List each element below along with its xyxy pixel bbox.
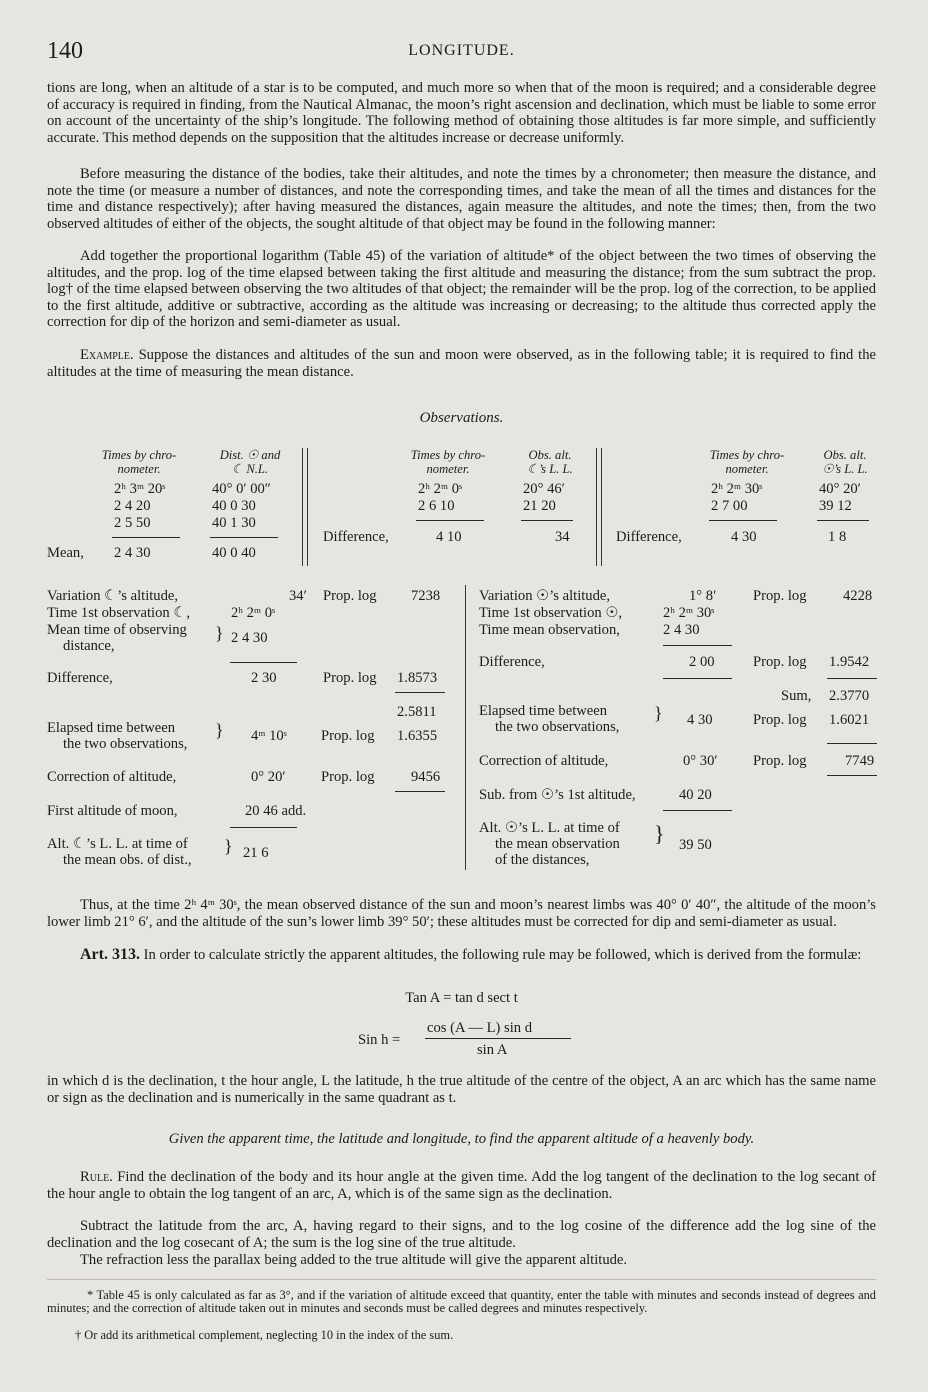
definitions-paragraph: in which d is the declination, t the hour angle, L the latitude, h the true altitude of the centre of the object, A an arc which has the same name or sign as the declination and is numerically in the same quadrant as t. xyxy=(47,1073,876,1106)
brace: } xyxy=(215,623,224,643)
problem-statement: Given the apparent time, the latitude and longitude, to find the apparent altitude of a heavenly body. xyxy=(168,1131,755,1147)
brace: } xyxy=(654,821,665,846)
moon-diff-pl: 1.8573 xyxy=(397,670,438,686)
rule-paragraph-3: The refraction less the parallax being added to the true altitude will give the apparent altitude. xyxy=(80,1252,628,1268)
sun-corr-pl-label: Prop. log xyxy=(753,753,807,769)
sun-diff-value: 2 00 xyxy=(689,654,715,670)
sun-alt-label: Alt. ☉’s L. L. at time of the mean observation of the distances, xyxy=(479,820,620,868)
sun-rule-1 xyxy=(663,645,732,646)
moon-corr-label: Correction of altitude, xyxy=(47,769,177,785)
moon-diff-label: Difference, xyxy=(47,670,113,686)
observations-title: Observations. xyxy=(419,410,504,426)
sun-sum-label: Sum, xyxy=(781,688,812,704)
right-difference-time: 4 30 xyxy=(731,529,757,545)
moon-elapsed-value: 4ᵐ 10ˢ xyxy=(251,728,287,744)
obs-mid-alt-1: 20° 46′ xyxy=(523,481,565,497)
sun-corr-label: Correction of altitude, xyxy=(479,753,609,769)
moon-corr-value: 0° 20′ xyxy=(251,769,286,785)
sun-variation-label: Variation ☉’s altitude, xyxy=(479,588,611,604)
moon-elapsed-pl-label: Prop. log xyxy=(321,728,375,744)
obs-left-rule-time xyxy=(112,537,180,538)
moon-rule-4 xyxy=(230,827,297,828)
sun-diff-pl: 1.9542 xyxy=(829,654,870,670)
obs-left-dist-3: 40 1 30 xyxy=(212,515,256,531)
sun-rule-4 xyxy=(827,743,877,744)
moon-alt-label: Alt. ☾’s L. L. at time of the mean obs. of dist., xyxy=(47,836,192,868)
col-header-sun-alt: Obs. alt. ☉’s L. L. xyxy=(822,448,868,476)
obs-mid-time-1: 2ʰ 2ᵐ 0ˢ xyxy=(418,481,463,497)
moon-rule-2 xyxy=(395,692,445,693)
footnote-separator xyxy=(47,1279,876,1280)
sun-sub-label: Sub. from ☉’s 1st altitude, xyxy=(479,787,636,803)
obs-left-time-2: 2 4 20 xyxy=(114,498,151,514)
sun-mean-value: 2 4 30 xyxy=(663,622,700,638)
moon-alt-value: 21 6 xyxy=(243,845,269,861)
sun-diff-label: Difference, xyxy=(479,654,545,670)
sun-rule-2 xyxy=(663,678,732,679)
mean-time: 2 4 30 xyxy=(114,545,151,561)
moon-variation-label: Variation ☾’s altitude, xyxy=(47,588,179,604)
sun-elapsed-value: 4 30 xyxy=(687,712,713,728)
brace: } xyxy=(224,836,233,856)
sun-rule-3 xyxy=(827,678,877,679)
moon-sum-value: 2.5811 xyxy=(397,704,437,720)
rule-paragraph-2: Subtract the latitude from the arc, A, having regard to their signs, and to the log cosine of the difference add the log sine of the declination and the log cosecant of A; the sum is the log sine of the true altitude. xyxy=(47,1218,876,1251)
formula-sin-numerator: cos (A — L) sin d xyxy=(427,1020,532,1036)
right-difference-alt: 1 8 xyxy=(828,529,847,545)
col-header-times-mid: Times by chro- nometer. xyxy=(410,448,486,476)
intro-paragraph-1: tions are long, when an altitude of a star is to be computed, and much more so when that of the moon is required; and a considerable degree of accuracy is required in finding, from the Nautical Almanac, the moon’s right ascension and declination, which must be liable to some error on account of the uncertainty of the ship’s longitude. The following method of obtaining those altitudes is far more simple, and sufficiently accurate. This method depends on the supposition that the altitudes increase or decrease uniformly. xyxy=(47,80,876,146)
sun-alt-value: 39 50 xyxy=(679,837,712,853)
example-label: Example. xyxy=(80,347,134,363)
sun-elapsed-pl-label: Prop. log xyxy=(753,712,807,728)
moon-elapsed-pl: 1.6355 xyxy=(397,728,438,744)
article-text: In order to calculate strictly the apparent altitudes, the following rule may be followed, which is derived from the formulæ: xyxy=(143,947,862,963)
moon-variation-pl: 7238 xyxy=(411,588,441,604)
obs-left-time-1: 2ʰ 3ᵐ 20ˢ xyxy=(114,481,166,497)
brace: } xyxy=(654,703,663,723)
mid-difference-alt: 34 xyxy=(555,529,570,545)
obs-left-dist-2: 40 0 30 xyxy=(212,498,256,514)
moon-diff-pl-label: Prop. log xyxy=(323,670,377,686)
sun-rule-6 xyxy=(663,810,732,811)
table-divider-2 xyxy=(596,448,602,566)
sun-corr-value: 0° 30′ xyxy=(683,753,718,769)
obs-mid-rule-time xyxy=(416,520,484,521)
formula-sin-denominator: sin A xyxy=(477,1042,508,1058)
article-label: Art. 313. xyxy=(80,946,140,963)
sun-sum-value: 2.3770 xyxy=(829,688,870,704)
formula-sin-lhs: Sin h = xyxy=(358,1032,401,1048)
obs-mid-time-2: 2 6 10 xyxy=(418,498,455,514)
sun-variation-pl-label: Prop. log xyxy=(753,588,807,604)
rule-paragraph-1 xyxy=(47,1169,876,1202)
moon-first-alt-label: First altitude of moon, xyxy=(47,803,178,819)
footnote-1: * Table 45 is only calculated as far as 3°, and if the variation of altitude exceed that quantity, enter the table with minutes and seconds instead of degrees and minutes; and the correction of altitude taken out in minutes and seconds must be called degrees and minutes respectively. xyxy=(47,1288,876,1316)
sun-diff-pl-label: Prop. log xyxy=(753,654,807,670)
col-header-times-left: Times by chro- nometer. xyxy=(101,448,177,476)
moon-mean-time-label: Mean time of observing distance, xyxy=(47,622,187,654)
brace: } xyxy=(215,720,224,740)
moon-rule-3 xyxy=(395,791,445,792)
col-header-moon-alt: Obs. alt. ☾’s L. L. xyxy=(527,448,573,476)
obs-right-alt-2: 39 12 xyxy=(819,498,852,514)
sun-variation-value: 1° 8′ xyxy=(689,588,717,604)
rule-text-1: Find the declination of the body and its hour angle at the given time. Add the log tangent of the declination to the log secant of the hour angle to obtain the log tangent of an arc, A, which is of the same sign as the declination. xyxy=(47,1169,876,1202)
sun-mean-label: Time mean observation, xyxy=(479,622,620,638)
moon-elapsed-label: Elapsed time between the two observations, xyxy=(47,720,188,752)
formula-fraction-bar xyxy=(425,1038,571,1039)
moon-corr-pl: 9456 xyxy=(411,769,441,785)
mean-label: Mean, xyxy=(47,545,84,561)
sun-time1-value: 2ʰ 2ᵐ 30ˢ xyxy=(663,605,715,621)
obs-mid-alt-2: 21 20 xyxy=(523,498,556,514)
obs-right-rule-time xyxy=(709,520,777,521)
mid-difference-label: Difference, xyxy=(323,529,389,545)
obs-left-rule-dist xyxy=(210,537,278,538)
obs-right-alt-1: 40° 20′ xyxy=(819,481,861,497)
running-title: LONGITUDE. xyxy=(408,42,515,59)
footnote-2: † Or add its arithmetical complement, neglecting 10 in the index of the sum. xyxy=(75,1328,454,1342)
article-paragraph xyxy=(47,947,876,964)
mid-difference-time: 4 10 xyxy=(436,529,462,545)
example-text: Suppose the distances and altitudes of the sun and moon were observed, as in the following table; it is required to find the altitudes at the time of measuring the mean distance. xyxy=(47,347,876,380)
obs-right-time-2: 2 7 00 xyxy=(711,498,748,514)
intro-paragraph-3: Add together the proportional logarithm (Table 45) of the variation of altitude* of the object between the two times of observing the altitudes, and the prop. log of the time elapsed between taking the first altitude and measuring the distance; from the sum subtract the prop. log† of the time elapsed between observing the two altitudes of that object; the remainder will be the prop. log of the correction, to be applied to the first altitude, additive or subtractive, according as the altitude was increasing or decreasing; to the altitude thus corrected apply the correction for dip of the horizon and semi-diameter as usual. xyxy=(47,248,876,331)
page-number: 140 xyxy=(47,38,83,64)
obs-left-dist-1: 40° 0′ 00″ xyxy=(212,481,271,497)
table-divider-1 xyxy=(302,448,308,566)
right-difference-label: Difference, xyxy=(616,529,682,545)
formula-tan: Tan A = tan d sect t xyxy=(405,990,518,1006)
moon-time1-label: Time 1st observation ☾, xyxy=(47,605,191,621)
moon-first-alt-value: 20 46 add. xyxy=(245,803,307,819)
moon-variation-pl-label: Prop. log xyxy=(323,588,377,604)
obs-right-time-1: 2ʰ 2ᵐ 30ˢ xyxy=(711,481,763,497)
sun-time1-label: Time 1st observation ☉, xyxy=(479,605,623,621)
conclusion-paragraph: Thus, at the time 2ʰ 4ᵐ 30ˢ, the mean observed distance of the sun and moon’s nearest limbs was 40° 0′ 40″, the altitude of the moon’s lower limb 21° 6′, and the altitude of the sun’s lower limb 39° 50′; these altitudes must be corrected for dip and semi-diameter as usual. xyxy=(47,897,876,930)
calc-divider xyxy=(465,585,466,870)
moon-variation-value: 34′ xyxy=(289,588,307,604)
moon-diff-value: 2 30 xyxy=(251,670,277,686)
obs-left-time-3: 2 5 50 xyxy=(114,515,151,531)
col-header-times-right: Times by chro- nometer. xyxy=(709,448,785,476)
sun-sub-value: 40 20 xyxy=(679,787,712,803)
sun-rule-5 xyxy=(827,775,877,776)
moon-corr-pl-label: Prop. log xyxy=(321,769,375,785)
obs-mid-rule-alt xyxy=(521,520,573,521)
moon-mean-time-value: 2 4 30 xyxy=(231,630,268,646)
moon-rule-1 xyxy=(230,662,297,663)
col-header-dist: Dist. ☉ and ☾ N.L. xyxy=(219,448,281,476)
rule-label: Rule. xyxy=(80,1169,113,1185)
sun-elapsed-label: Elapsed time between the two observations, xyxy=(479,703,620,735)
sun-corr-pl: 7749 xyxy=(845,753,875,769)
moon-time1-value: 2ʰ 2ᵐ 0ˢ xyxy=(231,605,276,621)
example-paragraph xyxy=(47,347,876,380)
sun-variation-pl: 4228 xyxy=(843,588,873,604)
intro-paragraph-2: Before measuring the distance of the bodies, take their altitudes, and note the times by a chronometer; then measure the distance, and note the time (or measure a number of distances, and note the corresponding times, and take the mean of all the times and distances for the time and distance respectively); after having measured the distances, again measure the altitudes, and note the times; then, from the two observed altitudes of either of the objects, the sought altitude of that object may be found in the following manner: xyxy=(47,166,876,232)
sun-elapsed-pl: 1.6021 xyxy=(829,712,870,728)
mean-dist: 40 0 40 xyxy=(212,545,256,561)
obs-right-rule-alt xyxy=(817,520,869,521)
